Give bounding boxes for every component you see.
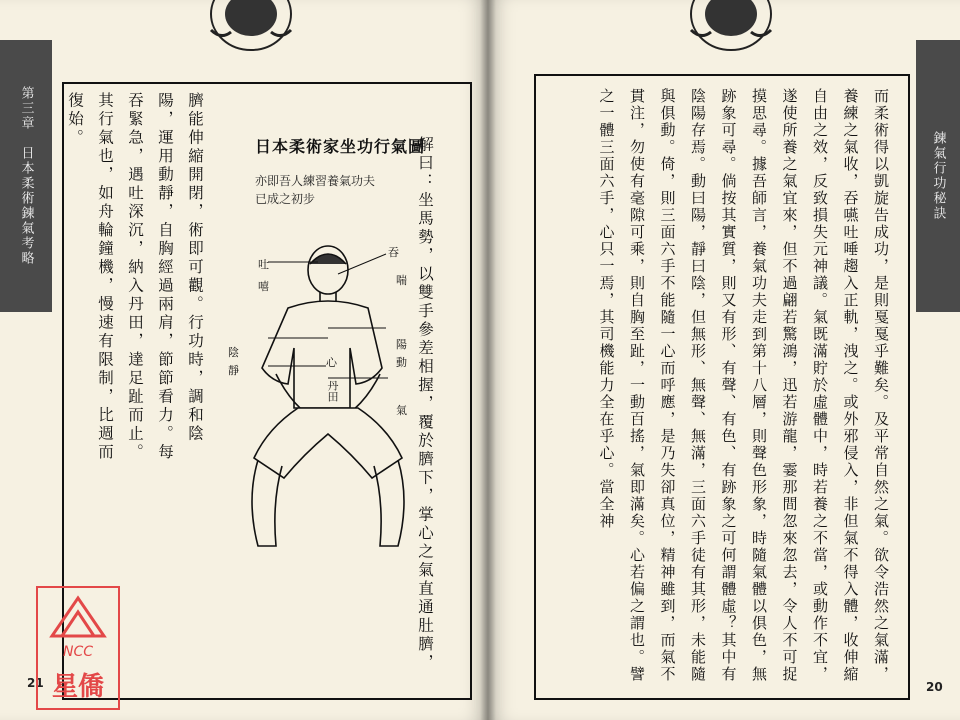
label-dantian: 丹田 (326, 380, 339, 402)
label-qi: 氣 (396, 404, 407, 417)
figure-subtitle-line2: 已成之初步 (255, 192, 316, 206)
section-side-tab (916, 40, 960, 312)
page-number-right: 20 (926, 680, 943, 694)
label-tun: 吞 (388, 246, 399, 259)
section-side-tab-label: 鍊氣行功秘訣 (930, 131, 946, 221)
label-dong: 動 (396, 356, 407, 369)
stamp-latin: NCC (62, 644, 94, 660)
ornament-left-icon (196, 0, 306, 56)
label-chuan: 喘 (396, 274, 407, 287)
label-yin: 陰 (228, 346, 239, 359)
label-jing: 靜 (228, 364, 239, 377)
ornament-right-icon (676, 0, 786, 56)
left-body-text-head: 解曰：坐馬勢，以雙手參差相握，覆於臍下，掌心之氣直通肚臍， (416, 136, 434, 673)
label-xin: 心 (326, 356, 337, 369)
book-gutter (480, 0, 496, 720)
triangle-logo-icon (38, 588, 118, 644)
label-yang: 陽 (396, 338, 407, 351)
stamp-hanzi: 星僑 (51, 672, 104, 702)
left-body-text-tail: 臍能伸縮開閉，術即可觀。行功時，調和陰陽，運用動靜，自胸經過兩肩，節節看力。每吞緊急，遇吐深沉，納入丹田，達足趾而止。其行氣也，如舟輪鐘機，慢速有限制，比週而復始。 (66, 92, 204, 462)
chapter-side-tab (0, 40, 52, 312)
page-number-left: 21 (27, 676, 44, 690)
right-body-text: 而柔術得以凱旋告成功，是則戛戛乎難矣。及平常自然之氣。欲令浩然之氣滿，養練之氣收，吞嚥吐唾趨入正軌，洩之。或外邪侵入，非但氣不得入體，收伸縮自由之效，反致損失元神議。氣既滿貯於虛體中，時若養之不當，或動作不宜，遂使所養之氣宜來，但不過翩若驚鴻，迅若游龍，霎那間忽來忽去，令人不可捉摸思尋。據吾師言，養氣功夫走到第十八層，則聲色形象，時隨氣體以俱色，無跡象可尋。倘按其實質，則又有形、有聲、有色、有跡象之可何謂體虛？其中有陰陽存焉。動曰陽，靜曰陰，但無形、無聲、無滿，三面六手徒有其形，未能隨與俱動。倚，則三面六手不能隨一心而呼應，是乃失卻真位，精神雖到，而氣不貫注，勿使有毫隙可乘，則自胸至趾，一動百搖，氣即滿矣。心若偏之謂也。譬之一體三面六手，心只一焉，其司機能力全在乎心。當全神 (597, 88, 890, 683)
label-xi: 嘻 (258, 280, 269, 293)
figure-illustration (228, 228, 418, 558)
chapter-side-tab-label: 第三章 日本柔術鍊氣考略 (18, 86, 34, 266)
ncc-watermark-stamp (36, 586, 120, 710)
label-tu: 吐 (258, 258, 269, 271)
figure-subtitle-line1: 亦即吾人練習養氣功夫 (255, 174, 376, 188)
figure-title: 日本柔術家坐功行氣圖 (254, 137, 425, 156)
figure-subtitle (255, 172, 405, 208)
